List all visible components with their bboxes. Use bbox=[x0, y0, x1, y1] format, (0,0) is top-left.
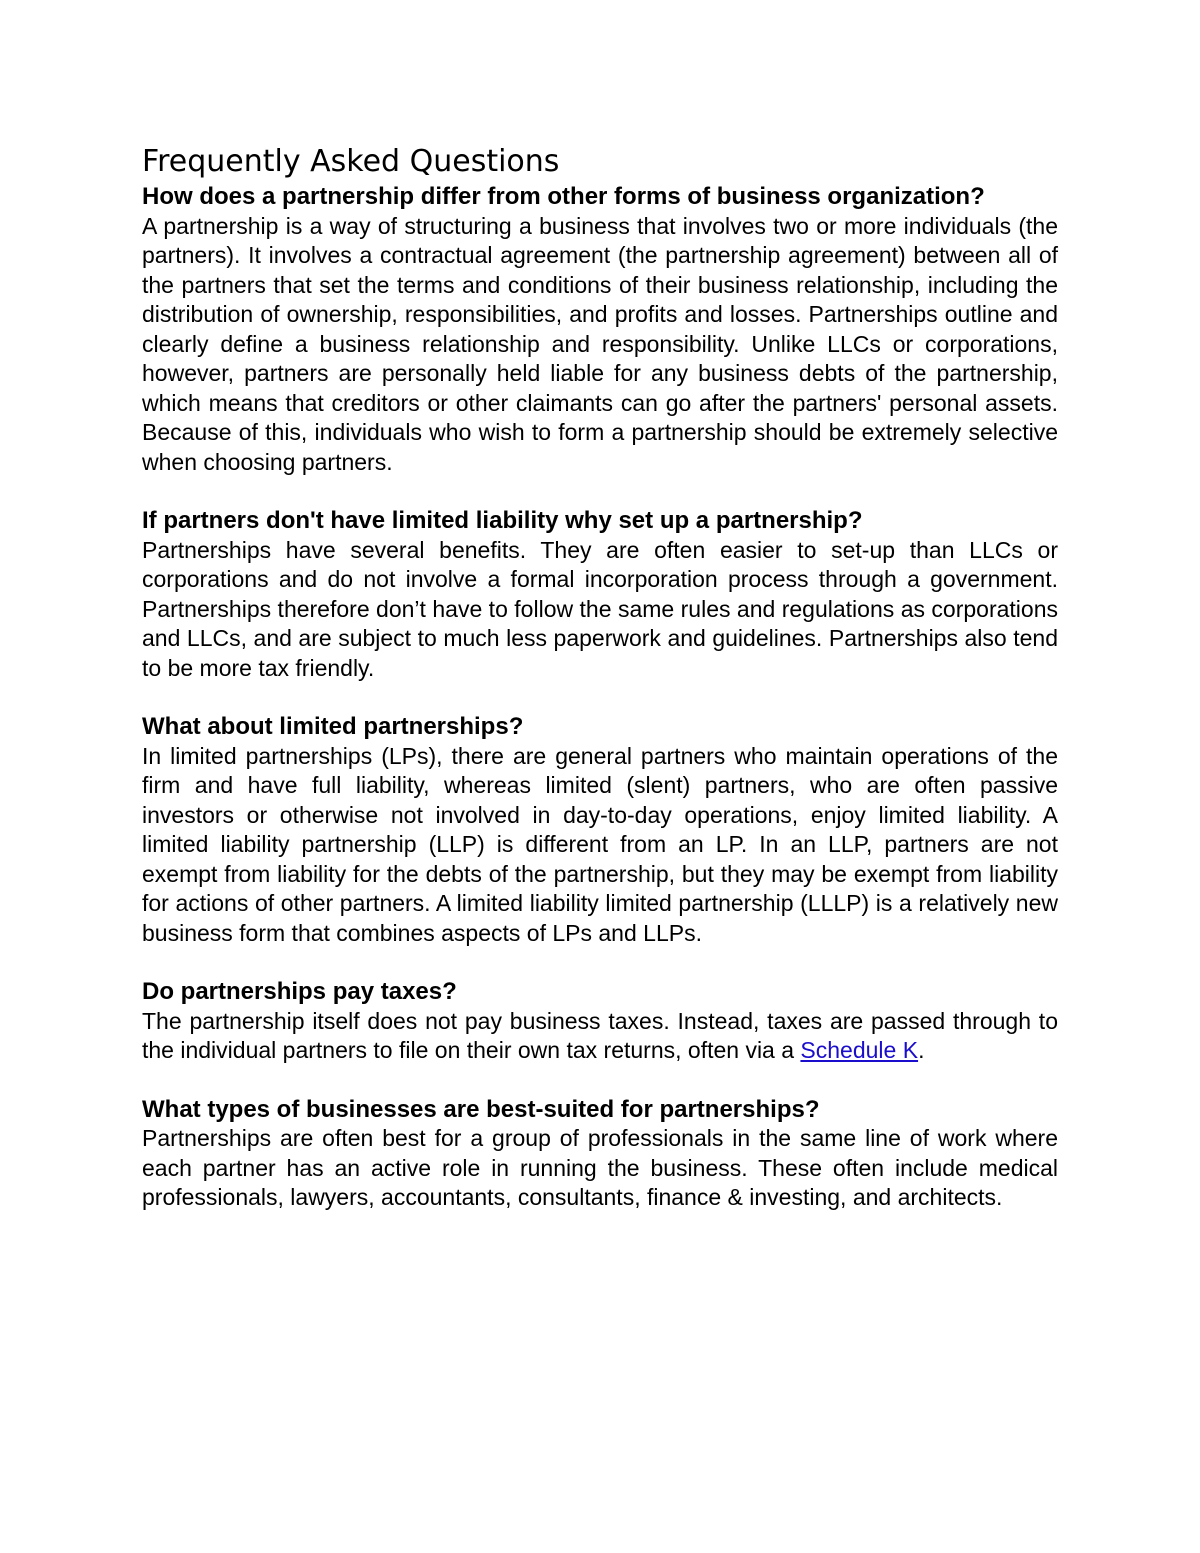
faq-answer: Partnerships have several benefits. They are often easier to set-up than LLCs or corporations and do not involve a formal incorporation process through a government. Partnerships therefore don’t have to follow the same rules and regulations as corporations and LLCs, and are subject to much less paperwork and guidelines. Partnerships also tend to be more tax friendly. bbox=[142, 536, 1058, 681]
faq-item bbox=[142, 712, 1058, 948]
schedule-k-link[interactable]: Schedule K bbox=[800, 1037, 919, 1063]
faq-answer: A partnership is a way of structuring a business that involves two or more individuals (the partners). It involves a contractual agreement (the partnership agreement) between all of the partners that set the terms and conditions of their business relationship, including the distribution of ownership, responsibilities, and profits and losses. Partnerships outline and clearly define a business relationship and responsibility. Unlike LLCs or corporations, however, partners are personally held liable for any business debts of the partnership, which means that creditors or other claimants can go after the partners' personal assets. Because of this, individuals who wish to form a partnership should be extremely selective when choosing partners. bbox=[142, 212, 1058, 475]
document-page bbox=[142, 144, 1058, 1242]
faq-item bbox=[142, 506, 1058, 683]
faq-question: Do partnerships pay taxes? bbox=[142, 978, 457, 1005]
faq-question: What types of businesses are best-suited for partnerships? bbox=[142, 1095, 820, 1123]
faq-item bbox=[142, 1095, 1058, 1213]
faq-item bbox=[142, 977, 1058, 1066]
page-title: Frequently Asked Questions bbox=[142, 144, 560, 179]
faq-question: If partners don't have limited liability why set up a partnership? bbox=[142, 507, 863, 534]
faq-item bbox=[142, 182, 1058, 477]
faq-answer bbox=[142, 1007, 1058, 1066]
faq-answer: In limited partnerships (LPs), there are general partners who maintain operations of the firm and have full liability, whereas limited (slent) partners, who are often passive investors or otherwise not involved in day-to-day operations, enjoy limited liability. A limited liability partnership (LLP) is different from an LP. In an LLP, partners are not exempt from liability for the debts of the partnership, but they may be exempt from liability for actions of other partners. A limited liability limited partnership (LLLP) is a relatively new business form that combines aspects of LPs and LLPs. bbox=[142, 742, 1058, 946]
faq-question: What about limited partnerships? bbox=[142, 713, 524, 740]
faq-answer-text-end: . bbox=[918, 1037, 925, 1063]
faq-answer: Partnerships are often best for a group of professionals in the same line of work where each partner has an active role in running the business. These often include medical professionals, lawyers, accountants, consultants, finance & investing, and architects. bbox=[142, 1125, 1058, 1210]
faq-question: How does a partnership differ from other forms of business organization? bbox=[142, 183, 985, 210]
faq-answer-text: The partnership itself does not pay business taxes. Instead, taxes are passed through to the individual partners to file on their own tax returns, often via a bbox=[142, 1007, 1058, 1063]
